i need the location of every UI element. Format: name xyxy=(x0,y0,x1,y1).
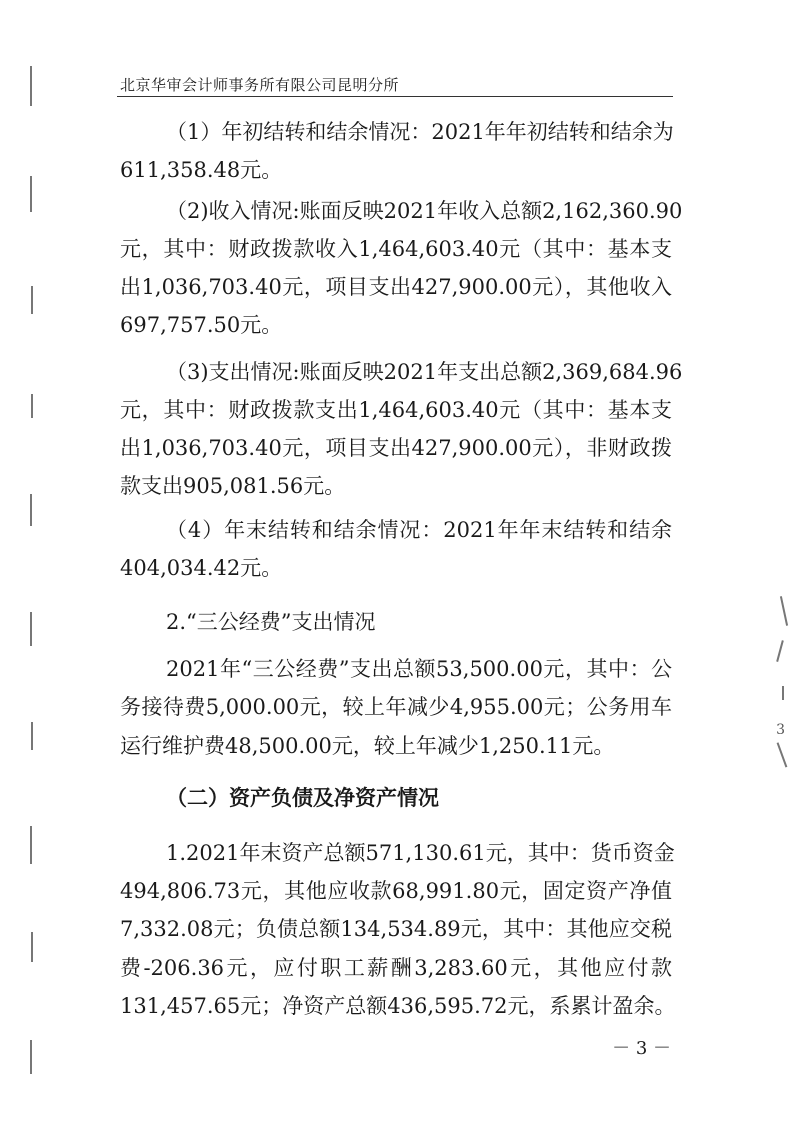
paragraph-line: （2)收入情况:账面反映2021年收入总额2,162,360.90 xyxy=(166,199,683,223)
scan-artifact xyxy=(31,286,33,314)
paragraph-line: 出1,036,703.40元，项目支出427,900.00元），其他收入 xyxy=(120,275,672,299)
paragraph-line: 费-206.36元，应付职工薪酬3,283.60元，其他应付款 xyxy=(120,956,672,980)
section-heading: 2.“三公经费”支出情况 xyxy=(166,610,376,634)
paragraph-line: 2021年“三公经费”支出总额53,500.00元，其中：公 xyxy=(166,657,672,681)
seal-fragment xyxy=(777,743,787,768)
scan-artifact xyxy=(30,612,32,646)
paragraph-line: （4）年末结转和结余情况：2021年年末结转和结余 xyxy=(166,518,672,542)
paragraph-line: 1.2021年末资产总额571,130.61元，其中：货币资金 xyxy=(166,841,675,865)
paragraph-line: 697,757.50元。 xyxy=(120,313,283,337)
scan-artifact xyxy=(31,394,33,418)
seal-fragment xyxy=(780,596,788,626)
paragraph-line: 7,332.08元；负债总额134,534.89元，其中：其他应交税 xyxy=(120,917,672,941)
paragraph-line: 款支出905,081.56元。 xyxy=(120,474,346,498)
paragraph-line: 131,457.65元；净资产总额436,595.72元，系累计盈余。 xyxy=(120,994,676,1018)
paragraph-line: 务接待费5,000.00元，较上年减少4,955.00元；公务用车 xyxy=(120,695,672,719)
company-header: 北京华审会计师事务所有限公司昆明分所 xyxy=(120,76,400,94)
seal-fragment xyxy=(776,640,783,662)
scan-artifact xyxy=(30,1040,32,1074)
section-heading: （二）资产负债及净资产情况 xyxy=(166,785,439,810)
scan-artifact xyxy=(31,932,33,962)
scan-artifact xyxy=(30,176,32,212)
paragraph-line: 404,034.42元。 xyxy=(120,556,283,580)
paragraph-line: 494,806.73元，其他应收款68,991.80元，固定资产净值 xyxy=(120,879,672,903)
scan-artifact xyxy=(30,494,32,526)
scan-artifact xyxy=(31,722,33,750)
paragraph-line: 元，其中：财政拨款支出1,464,603.40元（其中：基本支 xyxy=(120,398,672,422)
paragraph-line: 元，其中：财政拨款收入1,464,603.40元（其中：基本支 xyxy=(120,237,672,261)
paragraph-line: 运行维护费48,500.00元，较上年减少1,250.11元。 xyxy=(120,734,615,758)
header-rule xyxy=(117,96,673,97)
paragraph-line: （1）年初结转和结余情况：2021年年初结转和结余为 xyxy=(166,120,674,144)
seal-fragment-text: 3 xyxy=(776,722,785,738)
paragraph-line: 611,358.48元。 xyxy=(120,158,283,182)
paragraph-line: （3)支出情况:账面反映2021年支出总额2,369,684.96 xyxy=(166,360,683,384)
seal-fragment xyxy=(782,686,784,700)
paragraph-line: 出1,036,703.40元，项目支出427,900.00元），非财政拨 xyxy=(120,436,672,460)
scan-artifact xyxy=(30,66,32,106)
scan-artifact xyxy=(30,826,32,864)
page-number: － 3 － xyxy=(612,1038,671,1059)
